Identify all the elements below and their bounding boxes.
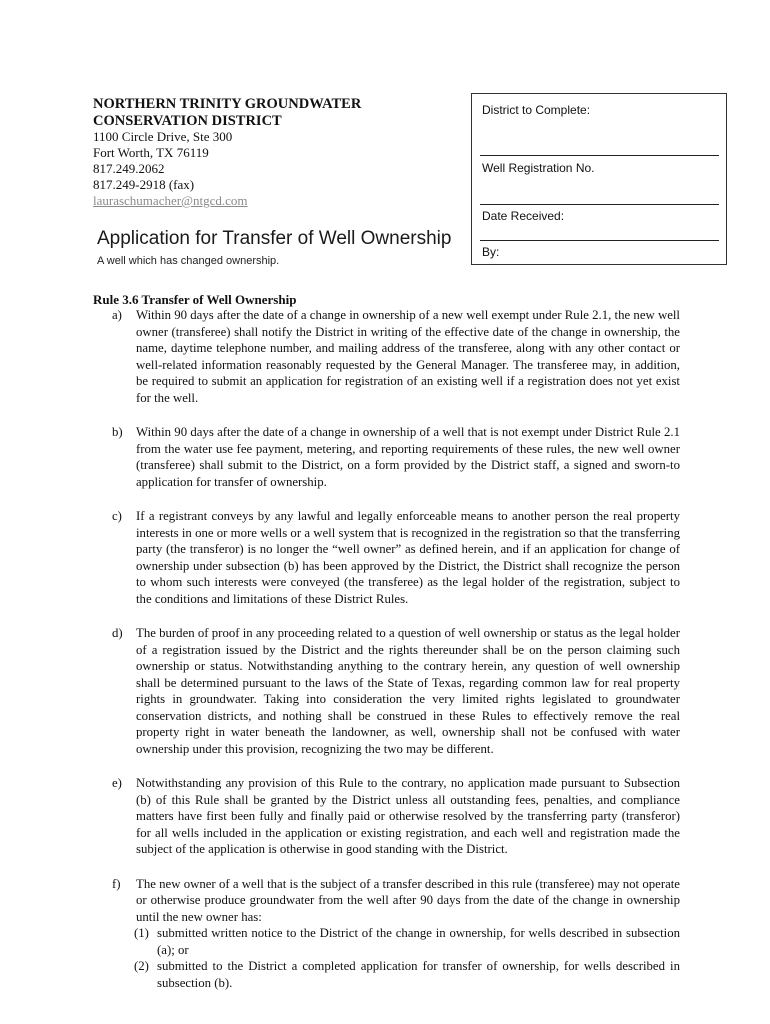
item-marker: c) [112,509,122,523]
well-registration-field[interactable]: Well Registration No. [482,161,595,175]
item-marker: f) [112,876,121,891]
item-text: Notwithstanding any provision of this Rule to the contrary, no application made pursuant to Subsection (b) of this Rule shall be granted by the District unless all outstanding fees, penalties, and compliance matters have first been fully and finally paid or otherwise resolved by the transferring party (transferor) for all wells included in the application or existing registration, and each well and registration made the subject of the application is otherwise in good standing with the District. [136,776,680,856]
rule-item-f [112,876,680,926]
rule-item-e [112,775,680,858]
form-subtitle: A well which has changed ownership. [97,255,280,267]
rule-subitem-1 [112,925,680,958]
subitem-marker: (2) [134,959,149,973]
subitem-marker: (1) [134,926,149,940]
rule-item-a [112,307,680,406]
item-text: If a registrant conveys by any lawful and legally enforceable means to another person the real property interests in one or more wells or a well system that is recognized in the registration so that the transferring party (the transferor) is no longer the “well owner” as defined herein, and if an application for change of ownership under subsection (b) has been approved by the District, the District shall recognize the person to whom such interests were conveyed (the transferee) as the legal holder of the registration, subject to the conditions and limitations of these District Rules. [136,509,680,606]
district-name: NORTHERN TRINITY GROUNDWATER CONSERVATION DISTRICT [93,96,362,129]
rule-heading: Rule 3.6 Transfer of Well Ownership [93,292,297,307]
date-received-field[interactable]: Date Received: [482,209,565,223]
item-text: Within 90 days after the date of a change in ownership of a well that is not exempt under District Rule 2.1 from the water use fee payment, metering, and reporting requirements of these rules, the new well owner (transferee) shall submit to the District, on a form provided by the District staff, a signed and sworn-to application for transfer of ownership. [136,425,680,489]
subitem-text: submitted to the District a completed application for transfer of ownership, for wells described in subsection (b). [157,959,680,990]
item-text: The burden of proof in any proceeding related to a question of well ownership or status as the legal holder of a registration issued by the District and the rights thereunder shall be on the person claiming such ownership or status. Notwithstanding anything to the contrary herein, any question of well ownership shall be determined pursuant to the laws of the State of Texas, regarding common law for real property rights in groundwater. Taking into consideration the very limited rights legislated to groundwater conservation districts, and nothing shall be construed in these Rules to effectively remove the real property right in water beneath the landowner, as well, ownership shall not be confused with water ownership under this provision, recognizing the two may be different. [136,626,680,756]
item-text: Within 90 days after the date of a change in ownership of a new well exempt under Rule 2.1, the new well owner (transferee) shall notify the District in writing of the effective date of the change in ownership, the name, daytime telephone number, and mailing address of the transferee, along with any other contact or well-related information reasonably requested by the General Manager. The transferee may, in addition, be required to submit an application for registration of an existing well if a registration does not yet exist for the well. [136,308,680,405]
rule-item-c [112,508,680,607]
district-box-title: District to Complete: [482,103,591,117]
address-line-1: 1100 Circle Drive, Ste 300 [93,129,233,144]
divider-line [480,155,719,156]
district-contact [93,129,248,209]
item-marker: d) [112,626,123,640]
district-to-complete-box [471,93,727,265]
address-line-2: Fort Worth, TX 76119 [93,145,209,160]
phone-number: 817.249.2062 [93,161,165,176]
item-marker: a) [112,308,122,322]
rule-item-d [112,625,680,757]
divider-line [480,204,719,205]
divider-line [480,240,719,241]
item-marker: e) [112,776,122,790]
received-by-field[interactable]: By: [482,245,500,259]
email-link[interactable]: lauraschumacher@ntgcd.com [93,193,248,208]
form-title: Application for Transfer of Well Ownership [97,228,452,249]
rule-subitem-2 [112,958,680,991]
item-text: The new owner of a well that is the subject of a transfer described in this rule (transferee) may not operate or otherwise produce groundwater from the well after 90 days from the date of the change in ownership until the new owner has: [136,876,680,924]
fax-number: 817.249-2918 (fax) [93,177,195,192]
subitem-text: submitted written notice to the District of the change in ownership, for wells described in subsection (a); or [157,926,680,957]
item-marker: b) [112,425,123,439]
rule-item-b [112,424,680,490]
rule-items [112,307,680,991]
